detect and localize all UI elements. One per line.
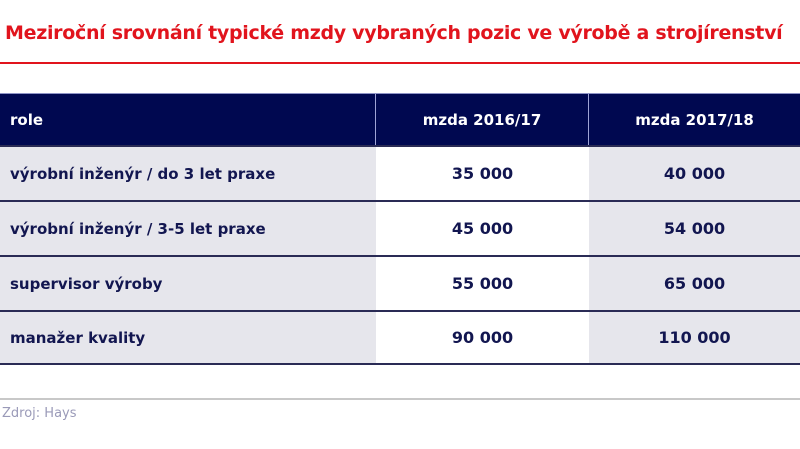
role-cell: výrobní inženýr / 3-5 let praxe bbox=[0, 202, 376, 255]
column-header-wage-2016-17: mzda 2016/17 bbox=[376, 94, 589, 145]
wage-2016-17-cell: 35 000 bbox=[376, 147, 589, 200]
table-row bbox=[0, 310, 800, 365]
column-header-role: role bbox=[0, 94, 376, 145]
role-cell: výrobní inženýr / do 3 let praxe bbox=[0, 147, 376, 200]
wage-2016-17-cell: 55 000 bbox=[376, 257, 589, 310]
page-title: Meziroční srovnání typické mzdy vybraných pozic ve výrobě a strojírenství bbox=[5, 22, 783, 44]
column-header-wage-2017-18: mzda 2017/18 bbox=[635, 110, 754, 129]
source-divider bbox=[0, 398, 800, 400]
title-divider bbox=[0, 62, 800, 64]
wage-2017-18-cell: 65 000 bbox=[589, 257, 800, 310]
wage-comparison-table bbox=[0, 93, 800, 365]
table-row bbox=[0, 255, 800, 310]
table-row bbox=[0, 200, 800, 255]
wage-2017-18-cell: 40 000 bbox=[589, 147, 800, 200]
role-cell: manažer kvality bbox=[0, 312, 376, 363]
wage-2016-17-cell: 90 000 bbox=[376, 312, 589, 363]
wage-2017-18-cell: 110 000 bbox=[589, 312, 800, 363]
role-cell: supervisor výroby bbox=[0, 257, 376, 310]
wage-2017-18-cell: 54 000 bbox=[589, 202, 800, 255]
table-row bbox=[0, 145, 800, 200]
source-note: Zdroj: Hays bbox=[2, 406, 77, 421]
wage-2016-17-cell: 45 000 bbox=[376, 202, 589, 255]
table-header-row bbox=[0, 93, 800, 145]
